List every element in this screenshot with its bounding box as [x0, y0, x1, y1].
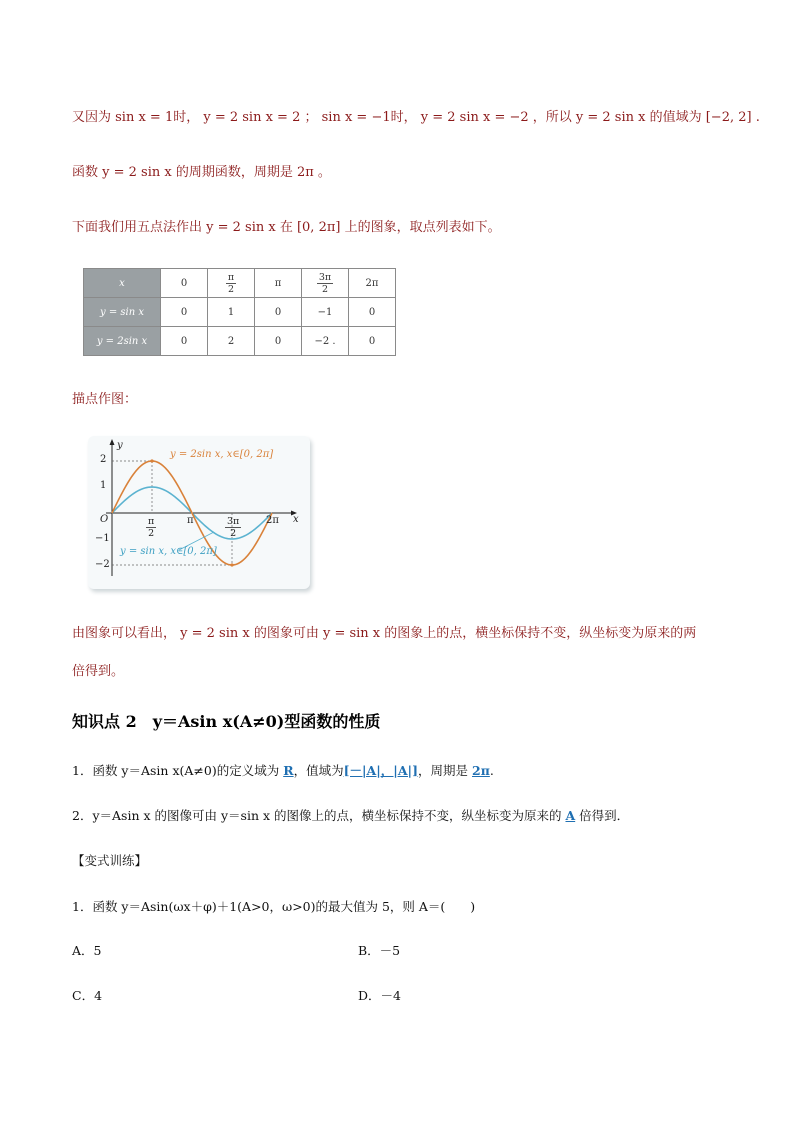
x-tick-label: π [187, 515, 194, 526]
practice-heading: 【变式训练】 [72, 853, 148, 868]
property-2-post: 倍得到． [575, 808, 630, 823]
answer-range: [－|A|，|A|] [343, 763, 419, 778]
answer-domain: R [283, 763, 294, 778]
sine-graph-figure [88, 436, 310, 589]
property-1-pre: 1．函数 y＝Asin x(A≠0)的定义域为 [72, 763, 284, 778]
table-header-cell: y = 2sin x [84, 327, 161, 356]
option-c: C．4 [72, 988, 103, 1003]
table-cell: $\frac{\pi}{2}$ [208, 269, 255, 298]
five-point-table [83, 268, 396, 356]
property-2-pre: 2．y＝Asin x 的图像可由 y＝sin x 的图像上的点，横坐标保持不变，纵坐标变为原来的 [72, 808, 566, 823]
section-title: 知识点 2 y＝Asin x(A≠0)型函数的性质 [72, 712, 381, 731]
text-plot-points: 描点作图： [72, 392, 138, 407]
property-1-end: . [489, 763, 494, 778]
origin-label: O [100, 514, 109, 525]
x-tick-label: $\frac{3\pi}{2}$ [227, 516, 240, 539]
table-cell: 0 [255, 327, 302, 356]
table-cell: 2π [349, 269, 396, 298]
x-tick-label: 2π [266, 515, 279, 526]
text-five-point-intro: 下面我们用五点法作出 y = 2 sin x 在 [0, 2π] 上的图象，取点列表如下。 [72, 220, 501, 235]
option-a: A．5 [72, 943, 102, 958]
option-b: B．－5 [358, 943, 401, 958]
table-header-cell: y = sin x [84, 298, 161, 327]
table-cell: 0 [161, 298, 208, 327]
text-period: 函数 y = 2 sin x 的周期函数，周期是 2π 。 [72, 165, 331, 180]
table-cell: 0 [161, 327, 208, 356]
answer-period: 2π [472, 763, 490, 778]
table-row [84, 269, 396, 298]
table-cell: 0 [255, 298, 302, 327]
table-cell: π [255, 269, 302, 298]
two-sin-label: y = 2sin x, x∈[0, 2π] [170, 449, 274, 460]
property-1 [72, 761, 494, 779]
table-header-cell: x [84, 269, 161, 298]
table-row [84, 298, 396, 327]
table-cell: 0 [349, 327, 396, 356]
table-cell: $\frac{3\pi}{2}$ [302, 269, 349, 298]
y-axis-arrow [110, 439, 115, 445]
table-row [84, 327, 396, 356]
property-2 [72, 806, 629, 824]
text-conclusion-1: 由图象可以看出， y = 2 sin x 的图象可由 y = sin x 的图象上的点，横坐标保持不变，纵坐标变为原来的两 [72, 626, 697, 641]
x-tick-label: $\frac{\pi}{2}$ [148, 516, 155, 539]
table-cell: 0 [349, 298, 396, 327]
y-tick-label: −2 [95, 559, 110, 570]
option-d: D．－4 [358, 988, 401, 1003]
x-axis-label: x [293, 514, 299, 525]
table-cell: 2 [208, 327, 255, 356]
table-cell: 0 [161, 269, 208, 298]
property-1-post: ，周期是 [418, 763, 472, 778]
table-cell: 1 [208, 298, 255, 327]
table-cell: −1 [302, 298, 349, 327]
max-point [150, 459, 153, 462]
y-tick-label: −1 [95, 533, 110, 544]
answer-factor: A [565, 808, 576, 823]
min-point [230, 563, 233, 566]
property-1-mid: ，值域为 [293, 763, 344, 778]
text-range-explanation: 又因为 sin x = 1时， y = 2 sin x = 2 ； sin x = −1时， y = 2 sin x = −2 ，所以 y = 2 sin x 的值域为 [−2, 2] . [72, 110, 760, 125]
question-1: 1．函数 y＝Asin(ωx＋φ)＋1(A>0，ω>0)的最大值为 5，则 A＝( ) [72, 899, 476, 914]
text-conclusion-2: 倍得到。 [72, 664, 125, 679]
y-axis-label: y [117, 440, 123, 451]
table-cell: −2 . [302, 327, 349, 356]
y-tick-label: 1 [100, 480, 107, 491]
y-tick-label: 2 [100, 454, 107, 465]
sin-label: y = sin x, x∈[0, 2π] [120, 546, 217, 557]
